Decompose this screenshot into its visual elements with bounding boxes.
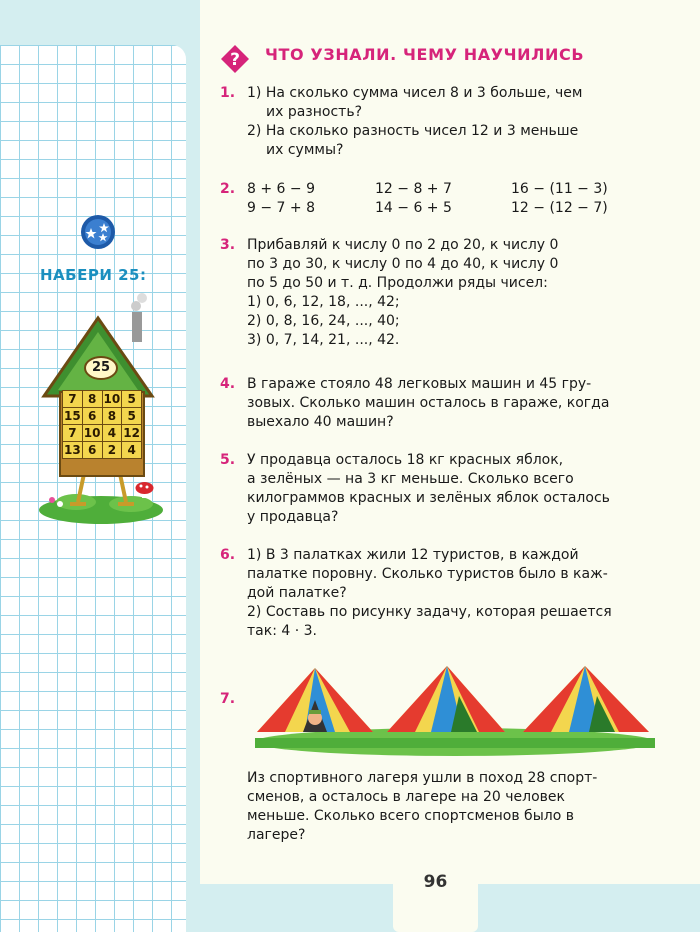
task-line: 2) 0, 8, 16, 24, ..., 40; (247, 313, 400, 329)
task-text (247, 375, 660, 432)
task-text (247, 451, 660, 527)
task-line: 2) Составь по рисунку задачу, которая решается (247, 604, 612, 620)
expression: 12 − (12 − 7) (511, 200, 608, 216)
house-grid-cell: 4 (102, 425, 122, 442)
sidebar-title: НАБЕРИ 25: (40, 266, 147, 284)
expression: 12 − 8 + 7 (375, 181, 452, 197)
task-number: 1. (220, 85, 236, 101)
task-line: палатке поровну. Сколько туристов было в каж- (247, 566, 608, 582)
task-line: Из спортивного лагеря ушли в поход 28 спорт- (247, 770, 598, 786)
house-grid-cell: 13 (64, 443, 81, 457)
house-grid-cell: 6 (82, 442, 102, 459)
task-line: 1) На сколько сумма чисел 8 и 3 больше, чем (247, 85, 583, 101)
task-line: килограммов красных и зелёных яблок осталось (247, 490, 610, 506)
task-line: 2) На сколько разность чисел 12 и 3 меньше (247, 123, 579, 139)
task-text (247, 84, 660, 160)
house-grid-cell: 12 (123, 426, 140, 440)
house-target-number: 25 (91, 360, 111, 375)
expression: 14 − 6 + 5 (375, 200, 452, 216)
task-6 (220, 546, 660, 646)
stars-badge-icon (80, 214, 116, 250)
house-grid-cell: 2 (102, 442, 122, 459)
task-line: 3) 0, 7, 14, 21, ..., 42. (247, 332, 400, 348)
task-line: В гараже стояло 48 легковых машин и 45 гру- (247, 376, 592, 392)
task-7 (220, 769, 660, 849)
tents-illustration (255, 660, 655, 760)
task-line: по 3 до 30, к числу 0 по 4 до 40, к числу 0 (247, 256, 559, 272)
house-grid-cell: 10 (83, 426, 101, 440)
task-line: сменов, а осталось в лагере на 20 человек (247, 789, 565, 805)
house-grid-cell: 10 (103, 392, 121, 406)
task-number: 2. (220, 181, 236, 197)
task-5 (220, 451, 660, 531)
task-2 (220, 180, 660, 220)
question-badge-icon (220, 44, 250, 74)
task-number: 7. (220, 691, 236, 707)
house-grid-cell: 4 (122, 442, 142, 459)
task-number: 6. (220, 547, 236, 563)
house-number-grid (62, 390, 142, 459)
page-number: 96 (423, 872, 448, 892)
task-line: дой палатке? (247, 585, 347, 601)
task-line: зовых. Сколько машин осталось в гараже, когда (247, 395, 610, 411)
house-grid-cell: 7 (63, 425, 83, 442)
house-grid-cell: 15 (64, 409, 81, 423)
task-line: меньше. Сколько всего спортсменов было в (247, 808, 574, 824)
task-1 (220, 84, 660, 164)
house-grid-cell: 5 (122, 408, 142, 425)
house-grid-row (63, 425, 142, 442)
task-line: 1) 0, 6, 12, 18, ..., 42; (247, 294, 400, 310)
task-line: 1) В 3 палатках жили 12 туристов, в каждой (247, 547, 579, 563)
house-grid-row (63, 391, 142, 408)
section-heading: ЧТО УЗНАЛИ. ЧЕМУ НАУЧИЛИСЬ (265, 45, 585, 64)
task-line: Прибавляй к числу 0 по 2 до 20, к числу 0 (247, 237, 559, 253)
task-line: у продавца? (247, 509, 339, 525)
task-text (247, 546, 660, 641)
task-text (247, 236, 660, 350)
task-number: 5. (220, 452, 236, 468)
task-line: выехало 40 машин? (247, 414, 394, 430)
expression: 16 − (11 − 3) (511, 181, 608, 197)
task-number: 4. (220, 376, 236, 392)
expression: 8 + 6 − 9 (247, 181, 315, 197)
task-4 (220, 375, 660, 435)
house-grid-cell: 8 (102, 408, 122, 425)
house-grid-cell: 6 (82, 408, 102, 425)
task-7-number (220, 690, 660, 710)
task-line: У продавца осталось 18 кг красных яблок, (247, 452, 564, 468)
task-line: их разность? (266, 104, 362, 120)
house-grid-row (63, 408, 142, 425)
task-line: лагере? (247, 827, 306, 843)
task-number: 3. (220, 237, 236, 253)
task-3 (220, 236, 660, 356)
task-line: а зелёных — на 3 кг меньше. Сколько всего (247, 471, 574, 487)
house-grid-row (63, 442, 142, 459)
task-line: так: 4 · 3. (247, 623, 317, 639)
expression: 9 − 7 + 8 (247, 200, 315, 216)
house-grid-cell: 8 (82, 391, 102, 408)
task-line: их суммы? (266, 142, 344, 158)
house-grid-cell: 7 (63, 391, 83, 408)
svg-text:?: ? (230, 50, 240, 70)
task-text (247, 769, 660, 845)
task-line: по 5 до 50 и т. д. Продолжи ряды чисел: (247, 275, 548, 291)
house-grid-cell: 5 (122, 391, 142, 408)
